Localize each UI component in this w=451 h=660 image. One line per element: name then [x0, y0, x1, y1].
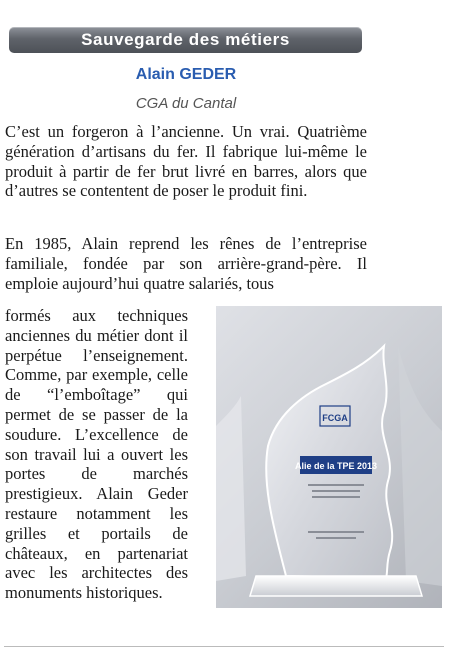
- trophy-base: [250, 576, 422, 596]
- organization-name: CGA du Cantal: [135, 95, 237, 112]
- article-paragraph-2-continued: formés aux techniques anciennes du métier dont il perpétue l’enseignement. Comme, par exemple, celle de “l’emboîtage” qui permet de se passer de la soudure. L’excellence de son travail lui a ouvert les portes de marchés prestigieux. Alain Geder restaure notamment les grilles et portails de châteaux, en partenariat avec les architectes des monuments historiques.: [5, 306, 188, 603]
- fcga-logo-text: FCGA: [322, 413, 348, 423]
- author-name: Alain GEDER: [135, 66, 237, 83]
- plaque-title: Alie de la TPE 2013: [294, 461, 378, 471]
- bottom-divider: [4, 646, 444, 647]
- article-paragraph-2: En 1985, Alain reprend les rênes de l’entreprise familiale, fondée par son arrière-grand-père. Il emploie aujourd’hui quatre salariés, tous: [5, 234, 367, 293]
- section-banner: Sauvegarde des métiers: [9, 27, 362, 53]
- article-paragraph-1: C’est un forgeron à l’ancienne. Un vrai. Quatrième génération d’artisans du fer. Il fabrique lui-même le produit à partir de fer brut livré en barres, alors que d’autres se contentent de poser le produit fini.: [5, 122, 367, 201]
- trophy-photo: [216, 306, 442, 608]
